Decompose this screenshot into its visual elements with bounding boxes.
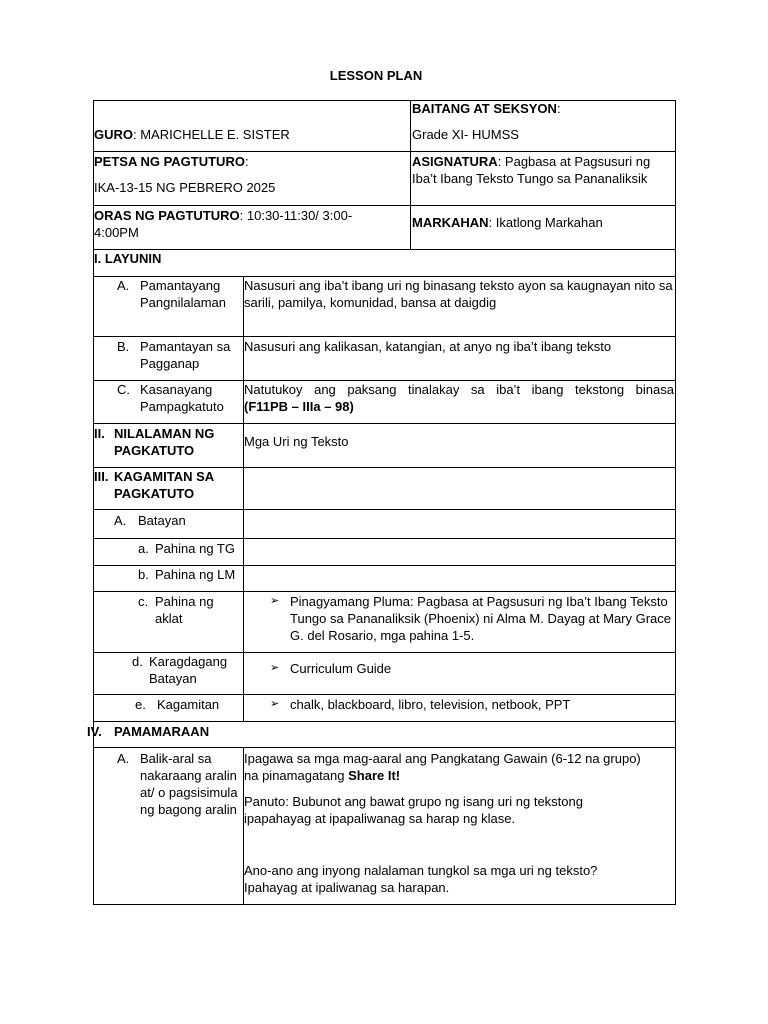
baitang-colon: : bbox=[556, 101, 561, 116]
markahan-cell bbox=[412, 214, 674, 231]
layunin-c-label: Kasanayang Pampagkatuto bbox=[140, 382, 224, 414]
bullet-arrow-icon: ➢ bbox=[270, 698, 280, 710]
layunin-a-label: Pamantayang Pangnilalaman bbox=[140, 278, 227, 310]
aklat-label: Pahina ng aklat bbox=[155, 594, 214, 626]
pamamaraan-heading: PAMAMARAAN bbox=[114, 724, 210, 739]
balik-aral-letter: A. bbox=[117, 751, 130, 766]
layunin-a-value: Nasusuri ang iba’t ibang uri ng binasang teksto ayon sa kaugnayan nito sa sarili, pamilya, komunidad, bansa at daigdig bbox=[244, 278, 673, 310]
karagdagang-value: Curriculum Guide bbox=[290, 661, 392, 676]
markahan-value: : Ikatlong Markahan bbox=[488, 215, 603, 230]
layunin-a-letter: A. bbox=[117, 278, 130, 293]
tg-letter: a. bbox=[138, 541, 149, 556]
kagamitan-e-letter: e. bbox=[135, 697, 146, 712]
oras-label: ORAS NG PAGTUTURO bbox=[94, 208, 240, 223]
markahan-label: MARKAHAN bbox=[412, 215, 489, 230]
petsa-label: PETSA NG PAGTUTURO bbox=[94, 154, 245, 169]
asignatura-value: : Pagbasa at Pagsusuri ng Iba’t Ibang Teksto Tungo sa Pananaliksik bbox=[412, 154, 651, 186]
lm-letter: b. bbox=[138, 567, 149, 582]
petsa-label-cell bbox=[94, 153, 408, 170]
balik-aral-label: Balik-aral sa nakaraang aralin at/ o pagsisimula ng bagong aralin bbox=[140, 751, 238, 817]
batayan-letter: A. bbox=[114, 513, 127, 528]
balik-aral-p3: Ano-ano ang inyong nalalaman tungkol sa mga uri ng teksto? Ipahayag at ipaliwanag sa harapan. bbox=[244, 863, 598, 895]
asignatura-cell bbox=[412, 153, 674, 187]
petsa-value: IKA-13-15 NG PEBRERO 2025 bbox=[94, 180, 276, 195]
aklat-letter: c. bbox=[138, 594, 149, 609]
nilalaman-value: Mga Uri ng Teksto bbox=[244, 434, 349, 449]
guro-cell bbox=[94, 126, 408, 143]
guro-value: : MARICHELLE E. SISTER bbox=[133, 127, 290, 142]
layunin-c-value: Natutukoy ang paksang tinalakay sa iba’t ibang tekstong binasa bbox=[244, 382, 674, 397]
layunin-b-value: Nasusuri ang kalikasan, katangian, at anyo ng iba’t ibang teksto bbox=[244, 339, 612, 354]
oras-value: : 10:30-11:30/ 3:00-4:00PM bbox=[94, 208, 353, 240]
tg-label: Pahina ng TG bbox=[155, 541, 235, 556]
pamamaraan-num: IV. bbox=[87, 724, 102, 739]
balik-aral-p2: Panuto: Bubunot ang bawat grupo ng isang uri ng tekstong ipapahayag at ipapaliwanag sa harap ng klase. bbox=[244, 794, 583, 826]
aklat-value: Pinagyamang Pluma: Pagbasa at Pagsusuri ng Iba’t Ibang Teksto Tungo sa Pananaliksik (Phoenix) ni Alma M. Dayag at Mary Grace G. del Rosario, mga pahina 1-5. bbox=[290, 594, 672, 643]
bullet-arrow-icon: ➢ bbox=[270, 662, 280, 674]
layunin-c-code: (F11PB – IIIa – 98) bbox=[244, 399, 354, 414]
petsa-colon: : bbox=[244, 154, 249, 169]
balik-aral-p1 bbox=[244, 750, 644, 784]
bullet-arrow-icon: ➢ bbox=[270, 595, 280, 607]
layunin-b-label: Pamantayan sa Pagganap bbox=[140, 339, 231, 371]
kagamitan-e-value: chalk, blackboard, libro, television, netbook, PPT bbox=[290, 697, 571, 712]
share-it-label: Share It! bbox=[348, 768, 401, 783]
baitang-value: Grade XI- HUMSS bbox=[412, 127, 519, 142]
baitang-label: BAITANG AT SEKSYON bbox=[412, 101, 557, 116]
asignatura-label: ASIGNATURA bbox=[412, 154, 498, 169]
karagdagang-letter: d. bbox=[132, 654, 143, 669]
kagamitan-e-label: Kagamitan bbox=[157, 697, 220, 712]
layunin-b-letter: B. bbox=[117, 339, 130, 354]
layunin-heading: I. LAYUNIN bbox=[94, 251, 162, 266]
lm-label: Pahina ng LM bbox=[155, 567, 236, 582]
kagamitan-num: III. bbox=[94, 469, 109, 484]
layunin-c-letter: C. bbox=[117, 382, 130, 397]
page-title: LESSON PLAN bbox=[329, 68, 423, 83]
nilalaman-heading: NILALAMAN NG PAGKATUTO bbox=[114, 426, 215, 458]
batayan-label: Batayan bbox=[138, 513, 186, 528]
nilalaman-num: II. bbox=[94, 426, 105, 441]
guro-label: GURO bbox=[94, 127, 133, 142]
karagdagang-label: Karagdagang Batayan bbox=[149, 654, 228, 686]
kagamitan-heading: KAGAMITAN SA PAGKATUTO bbox=[114, 469, 214, 501]
oras-cell bbox=[94, 207, 394, 241]
baitang-cell bbox=[412, 100, 674, 117]
balik-aral-p1-text: Ipagawa sa mga mag-aaral ang Pangkatang Gawain (6-12 na grupo) na pinamagatang bbox=[244, 751, 641, 783]
